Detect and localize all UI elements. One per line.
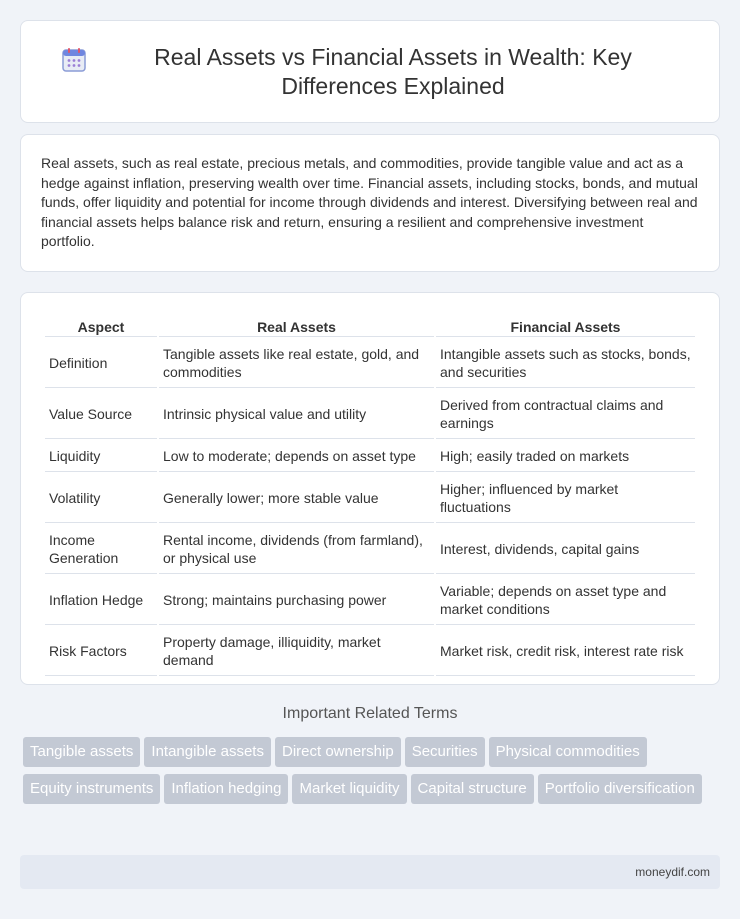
cell-aspect: Value Source xyxy=(45,390,157,439)
cell-aspect: Income Generation xyxy=(45,525,157,574)
title-card xyxy=(20,20,720,123)
cell-financial: Interest, dividends, capital gains xyxy=(436,525,695,574)
footer xyxy=(20,855,720,889)
cell-financial: Intangible assets such as stocks, bonds, and securities xyxy=(436,339,695,388)
table-row xyxy=(45,390,695,439)
cell-financial: Market risk, credit risk, interest rate risk xyxy=(436,627,695,676)
cell-aspect: Liquidity xyxy=(45,441,157,472)
cell-financial: Derived from contractual claims and earnings xyxy=(436,390,695,439)
header-real-assets: Real Assets xyxy=(159,317,434,337)
cell-financial: Higher; influenced by market fluctuations xyxy=(436,474,695,523)
header-aspect: Aspect xyxy=(45,317,157,337)
cell-financial: Variable; depends on asset type and market conditions xyxy=(436,576,695,625)
table-row xyxy=(45,627,695,676)
related-terms-list xyxy=(23,737,723,811)
cell-real: Strong; maintains purchasing power xyxy=(159,576,434,625)
related-terms-heading: Important Related Terms xyxy=(282,705,458,722)
title-wrap xyxy=(61,43,679,101)
tag-inflation-hedging[interactable]: Inflation hedging xyxy=(164,774,288,804)
cell-real: Generally lower; more stable value xyxy=(159,474,434,523)
tag-portfolio-diversification[interactable]: Portfolio diversification xyxy=(538,774,702,804)
cell-real: Low to moderate; depends on asset type xyxy=(159,441,434,472)
table-row xyxy=(45,576,695,625)
table-row xyxy=(45,474,695,523)
calendar-icon xyxy=(61,47,87,73)
cell-aspect: Risk Factors xyxy=(45,627,157,676)
tag-market-liquidity[interactable]: Market liquidity xyxy=(292,774,406,804)
tag-direct-ownership[interactable]: Direct ownership xyxy=(275,737,401,767)
table-row xyxy=(45,525,695,574)
comparison-table-card xyxy=(20,292,720,685)
comparison-table xyxy=(43,315,697,678)
table-header-row xyxy=(45,317,695,337)
cell-aspect: Definition xyxy=(45,339,157,388)
tag-intangible-assets[interactable]: Intangible assets xyxy=(144,737,271,767)
cell-aspect: Volatility xyxy=(45,474,157,523)
tag-securities[interactable]: Securities xyxy=(405,737,485,767)
cell-aspect: Inflation Hedge xyxy=(45,576,157,625)
table-row xyxy=(45,339,695,388)
intro-card xyxy=(20,134,720,272)
cell-financial: High; easily traded on markets xyxy=(436,441,695,472)
footer-site-link[interactable]: moneydif.com xyxy=(635,865,710,879)
cell-real: Intrinsic physical value and utility xyxy=(159,390,434,439)
tag-equity-instruments[interactable]: Equity instruments xyxy=(23,774,160,804)
page-title: Real Assets vs Financial Assets in Wealth: Key Differences Explained xyxy=(154,43,632,99)
header-financial-assets: Financial Assets xyxy=(436,317,695,337)
cell-real: Property damage, illiquidity, market demand xyxy=(159,627,434,676)
cell-real: Tangible assets like real estate, gold, and commodities xyxy=(159,339,434,388)
tag-tangible-assets[interactable]: Tangible assets xyxy=(23,737,140,767)
tag-capital-structure[interactable]: Capital structure xyxy=(411,774,534,804)
table-row xyxy=(45,441,695,472)
intro-paragraph: Real assets, such as real estate, precious metals, and commodities, provide tangible value and act as a hedge against inflation, preserving wealth over time. Financial assets, including stocks, bonds, and mutual funds, offer liquidity and potential for income through dividends and interest. Diversifying between real and financial assets helps balance risk and return, ensuring a resilient and comprehensive investment portfolio. xyxy=(41,155,698,250)
tag-physical-commodities[interactable]: Physical commodities xyxy=(489,737,647,767)
cell-real: Rental income, dividends (from farmland), or physical use xyxy=(159,525,434,574)
